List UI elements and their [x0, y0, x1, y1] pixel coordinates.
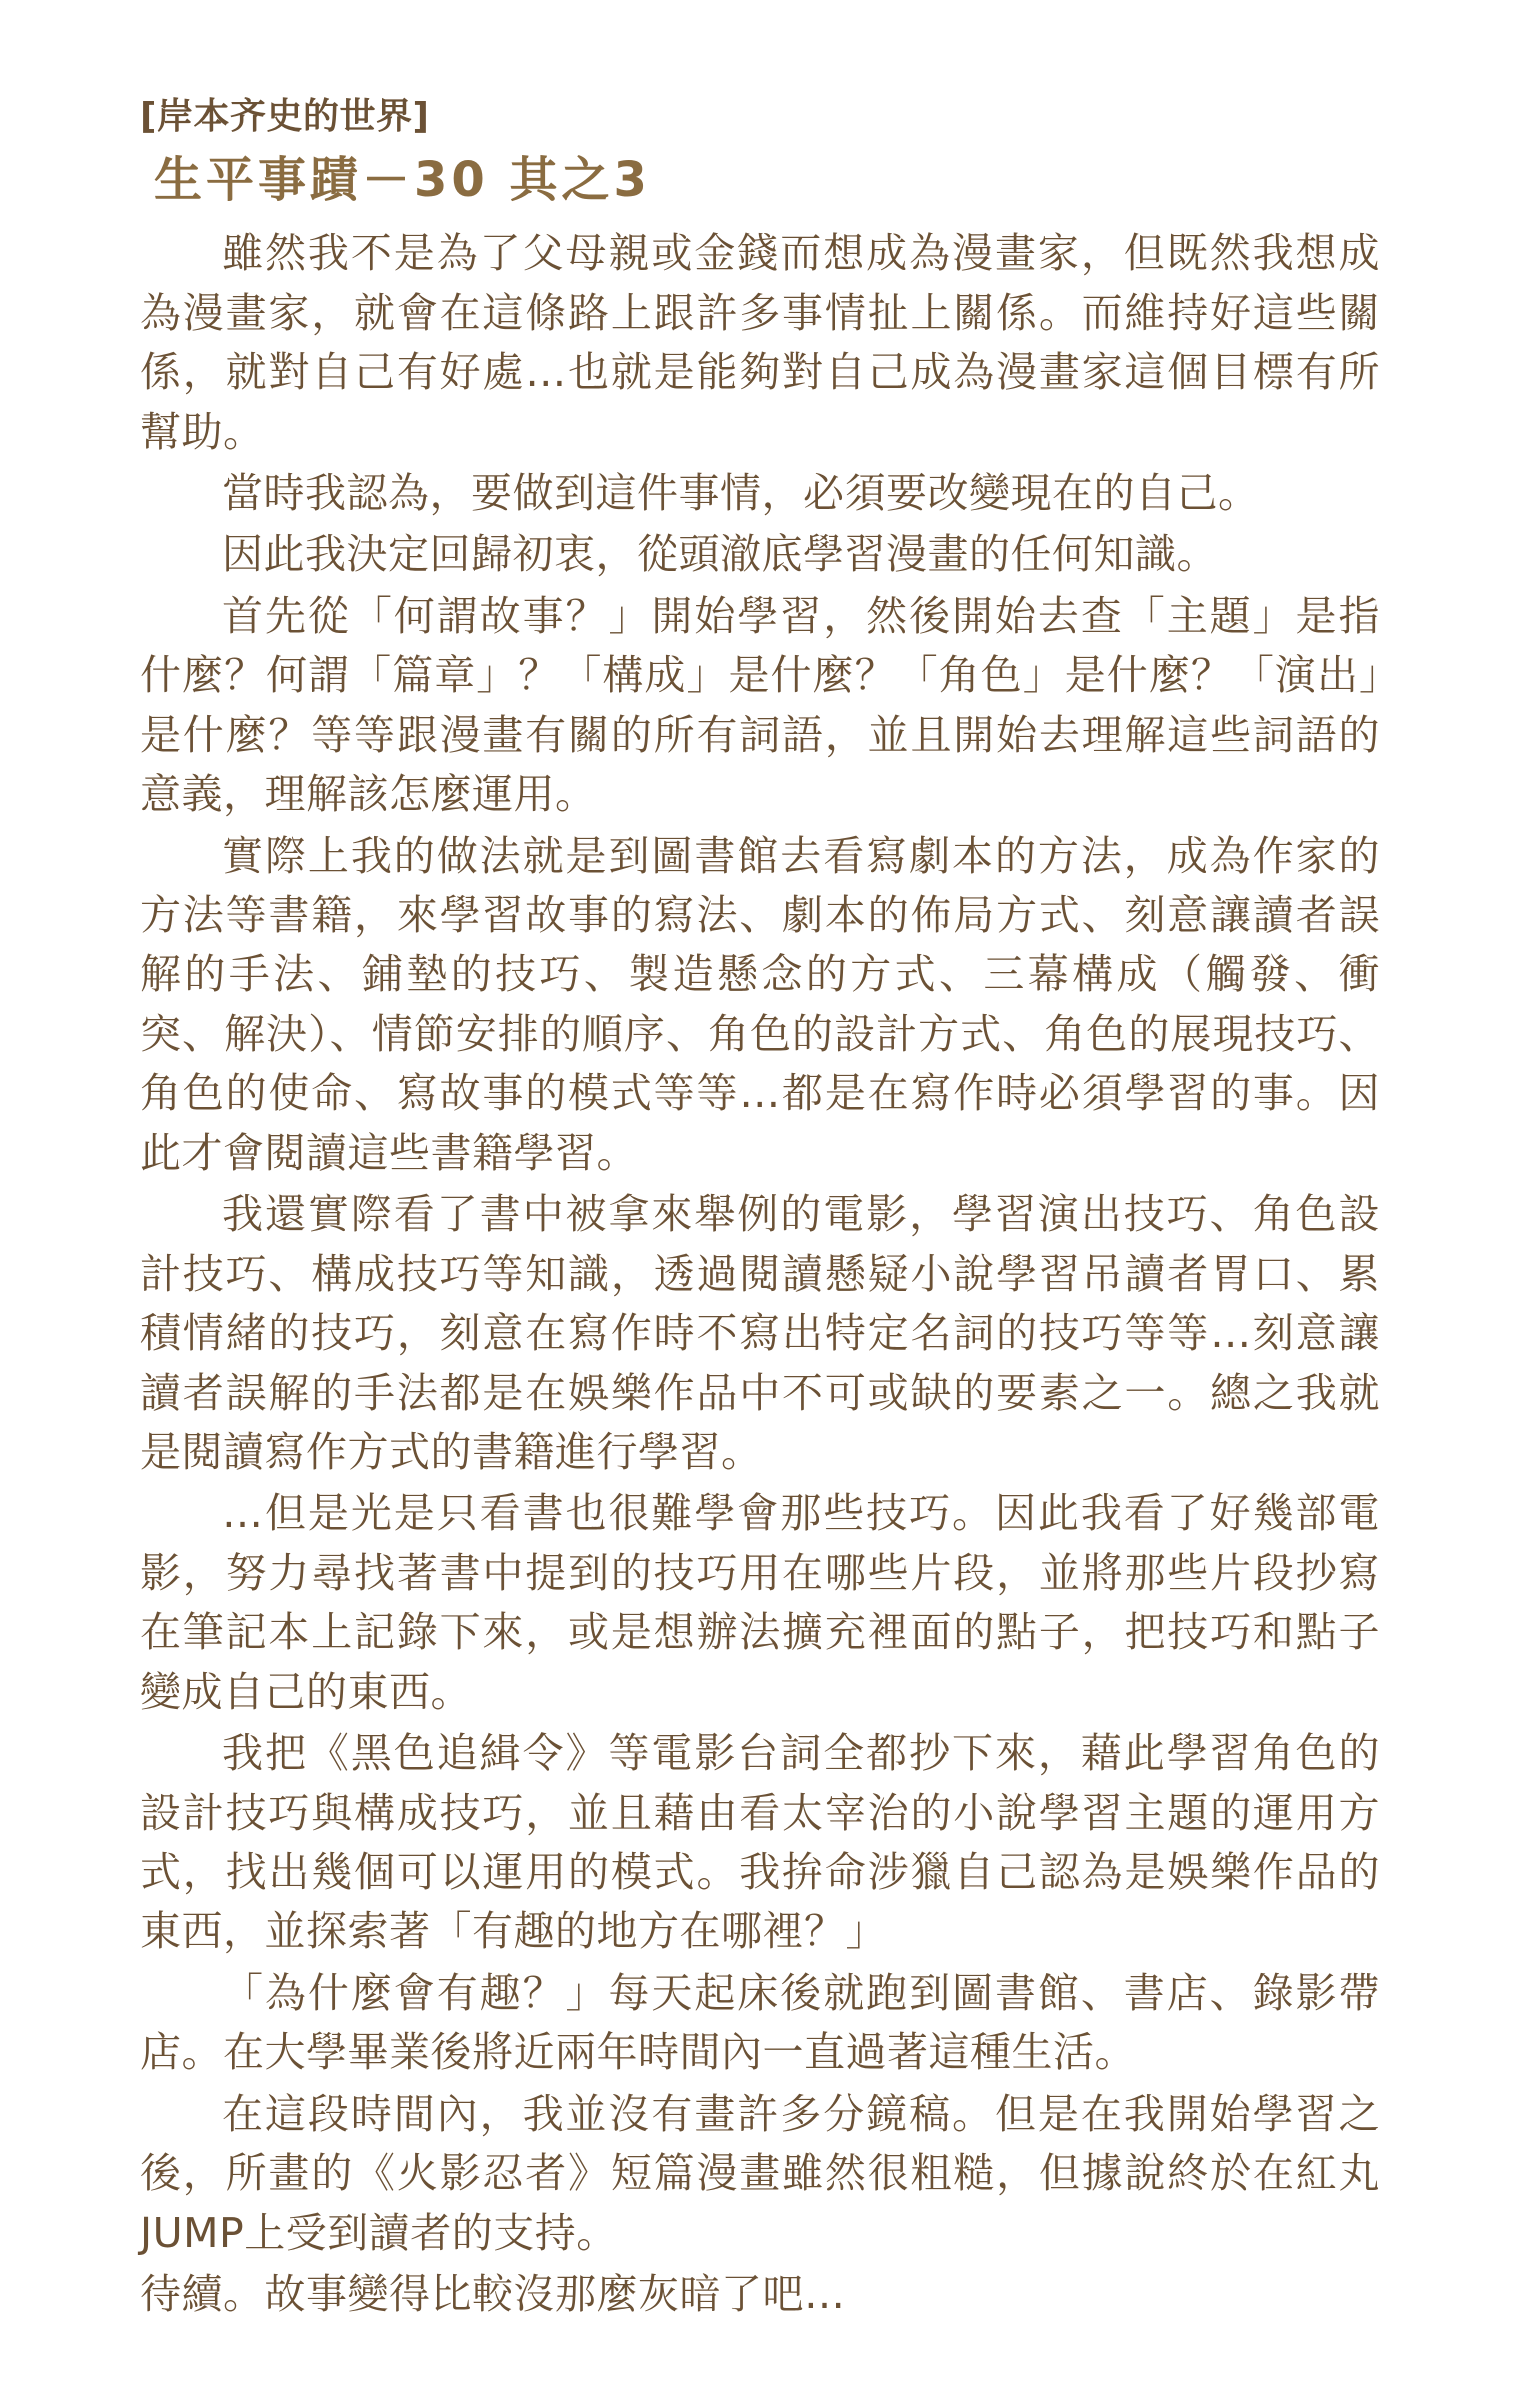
paragraph: 在這段時間內，我並沒有畫許多分鏡稿。但是在我開始學習之後，所畫的《火影忍者》短篇漫畫雖然很粗糙，但據說終於在紅丸JUMP上受到讀者的支持。: [140, 2089, 1380, 2257]
paragraph: …但是光是只看書也很難學會那些技巧。因此我看了好幾部電影，努力尋找著書中提到的技巧用在哪些片段，並將那些片段抄寫在筆記本上記錄下來，或是想辦法擴充裡面的點子，把技巧和點子變成自己的東西。: [140, 1489, 1380, 1716]
paragraph: 雖然我不是為了父母親或金錢而想成為漫畫家，但既然我想成為漫畫家，就會在這條路上跟許多事情扯上關係。而維持好這些關係，就對自己有好處…也就是能夠對自己成為漫畫家這個目標有所幫助。: [140, 229, 1380, 456]
page-title: 生平事蹟－30 其之3: [154, 152, 651, 209]
paragraph: 「為什麼會有趣？」每天起床後就跑到圖書館、書店、錄影帶店。在大學畢業後將近兩年時間內一直過著這種生活。: [140, 1968, 1380, 2077]
article-content: [140, 95, 1380, 2327]
paragraph: 當時我認為，要做到這件事情，必須要改變現在的自己。: [222, 468, 1260, 517]
paragraph: 我把《黑色追緝令》等電影台詞全都抄下來，藉此學習角色的設計技巧與構成技巧，並且藉由看太宰治的小說學習主題的運用方式，找出幾個可以運用的模式。我拚命涉獵自己認為是娛樂作品的東西，並探索著「有趣的地方在哪裡？」: [140, 1729, 1380, 1956]
paragraph: 實際上我的做法就是到圖書館去看寫劇本的方法，成為作家的方法等書籍，來學習故事的寫法、劇本的佈局方式、刻意讓讀者誤解的手法、鋪墊的技巧、製造懸念的方式、三幕構成（觸發、衝突、解決）、情節安排的順序、角色的設計方式、角色的展現技巧、角色的使命、寫故事的模式等等…都是在寫作時必須學習的事。因此才會閱讀這些書籍學習。: [140, 831, 1380, 1177]
series-label: [岸本齐史的世界]: [140, 96, 430, 137]
article-body: [140, 224, 1380, 2324]
paragraph: 我還實際看了書中被拿來舉例的電影，學習演出技巧、角色設計技巧、構成技巧等知識，透過閱讀懸疑小說學習吊讀者胃口、累積情緒的技巧，刻意在寫作時不寫出特定名詞的技巧等等…刻意讓讀者誤解的手法都是在娛樂作品中不可或缺的要素之一。總之我就是閱讀寫作方式的書籍進行學習。: [140, 1190, 1380, 1476]
paragraph: 首先從「何謂故事？」開始學習，然後開始去查「主題」是指什麼？何謂「篇章」？「構成」是什麼？「角色」是什麼？「演出」是什麼？等等跟漫畫有關的所有詞語，並且開始去理解這些詞語的意義，理解該怎麼運用。: [140, 591, 1380, 819]
paragraph: 因此我決定回歸初衷，從頭澈底學習漫畫的任何知識。: [222, 530, 1218, 579]
closing-line: 待續。故事變得比較沒那麼灰暗了吧…: [140, 2270, 846, 2319]
